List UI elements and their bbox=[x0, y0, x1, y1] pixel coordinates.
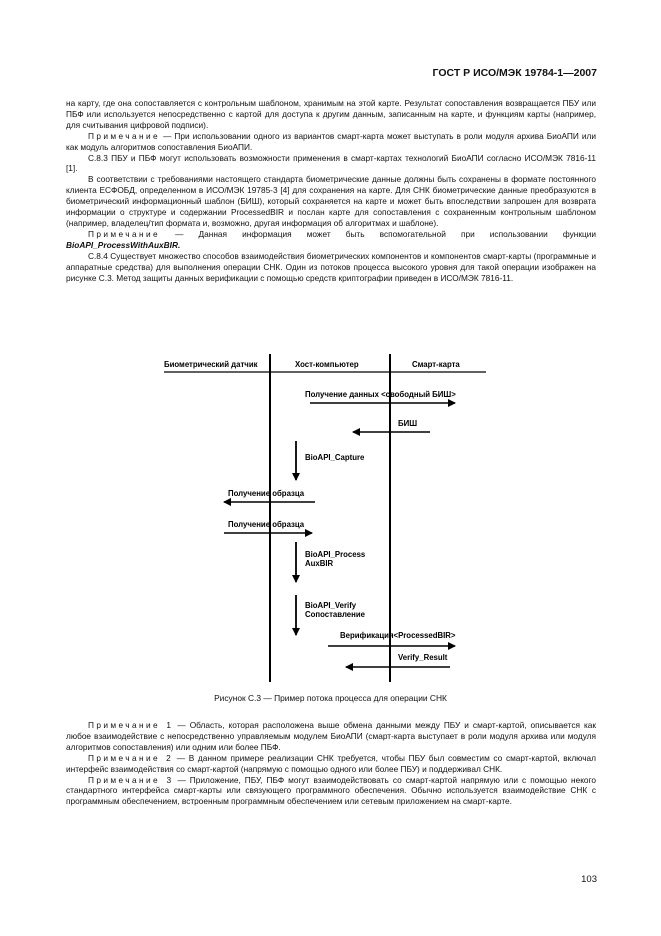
note-label: Примечание 2 bbox=[88, 752, 174, 763]
figure-caption: Рисунок С.3 — Пример потока процесса для операции СНК bbox=[214, 693, 447, 703]
note-paragraph bbox=[66, 775, 596, 808]
message-sample-return: Получение образца bbox=[228, 520, 305, 529]
note-paragraph bbox=[66, 753, 596, 775]
column-header-card: Смарт-карта bbox=[412, 360, 460, 369]
clause-c84: С.8.4 Существует множество способов взаимодействия биометрических компонентов и компонентов смарт-карты (программные и аппаратные средства) для выполнения операции СНК. Один из потоков процесса высокого уровня для такой операции изображен на рисунке С.3. Метод защиты данных верификации с помощью средств криптографии приведен в ИСО/МЭК 7816-11. bbox=[66, 250, 596, 283]
note-text: — В данном примере реализации СНК требуется, чтобы ПБУ был совместим со смарт-картой, включал интерфейс взаимодействия со смарт-картой (напрямую с помощью одного или более ПБУ) и поддерживал СНК. bbox=[66, 752, 596, 774]
note-label: Примечание bbox=[88, 228, 161, 239]
note-text: — Данная информация может быть вспомогательной при использовании функции bbox=[160, 228, 596, 239]
body-text-top bbox=[66, 98, 596, 283]
paragraph-continuation: на карту, где она сопоставляется с контрольным шаблоном, хранимым на этой карте. Результат сопоставления возвращается ПБУ или ПБФ или используется непосредственно с картой для доступа к другим данным, записанным на карте, и функциям карты (например, для считывания цифровой подписи). bbox=[66, 98, 596, 130]
message-verify: BioAPI_Verify bbox=[305, 601, 357, 610]
message-verification: Верификация<ProcessedBIR> bbox=[340, 631, 456, 640]
note-label: Примечание 3 bbox=[88, 774, 174, 785]
note-paragraph bbox=[66, 720, 596, 753]
body-text-notes bbox=[66, 720, 596, 807]
message-get-data: Получение данных <свободный БИШ> bbox=[305, 390, 456, 399]
message-verify-result: Verify_Result bbox=[398, 653, 448, 662]
message-process: BioAPI_Process bbox=[305, 550, 366, 559]
note-text: — При использовании одного из вариантов смарт-карта может выступать в роли модуля архива БиоАПИ или как модуль алгоритмов сопоставления БиоАПИ. bbox=[66, 130, 596, 152]
process-flow-diagram bbox=[150, 352, 500, 682]
function-name: BioAPI_ProcessWithAuxBIR. bbox=[66, 239, 181, 250]
message-sample-request: Получение образца bbox=[228, 489, 305, 498]
note-label: Примечание 1 bbox=[88, 720, 174, 730]
note-text: — Область, которая расположена выше обмена данными между ПБУ и смарт-картой, описывается как любое взаимодействие с непосредственно управляемым модулем БиоАПИ (смарт-карта выступает в роли модуля архива или модуля алгоритмов сопоставления) или одним или более ПБФ. bbox=[66, 720, 597, 752]
message-process-auxbir: AuxBIR bbox=[305, 559, 334, 568]
note-paragraph bbox=[66, 131, 596, 153]
clause-c83-details: В соответствии с требованиями настоящего стандарта биометрические данные должны быть сохранены в формате постоянного клиента ЕСФОБД, определенном в ИСО/МЭК 19785-3 [4] для сохранения на карте. Для СНК биометрические данные преобразуются в биометрический информационный шаблон (БИШ), который сохраняется на карте и может быть впоследствии запрошен для возврата информации о структуре и содержании ProcessedBIR и послан карте для сопоставления с сохраненным контрольным шаблоном (например, владелец/тип формата и, возможно, другая информация об алгоритмах и шаблоне). bbox=[66, 174, 596, 228]
message-bish: БИШ bbox=[398, 419, 418, 428]
note-text: — Приложение, ПБУ, ПБФ могут взаимодействовать со смарт-картой напрямую или с помощью некого стандартного интерфейса смарт-карты или связующего программного обеспечения. Обычно используется взаимодействие СНК с программным обеспечением, встроенным программным обеспечением или сетевым приложением на смарт-карте. bbox=[66, 774, 596, 807]
column-header-sensor: Биометрический датчик bbox=[164, 360, 258, 369]
message-capture: BioAPI_Capture bbox=[305, 453, 365, 462]
note-label: Примечание bbox=[88, 130, 161, 141]
column-header-host: Хост-компьютер bbox=[295, 360, 359, 369]
document-code-header: ГОСТ Р ИСО/МЭК 19784-1—2007 bbox=[432, 67, 597, 79]
note-paragraph bbox=[66, 229, 596, 251]
message-matching: Сопоставление bbox=[305, 610, 365, 619]
page-number: 103 bbox=[581, 874, 597, 885]
clause-c83: С.8.3 ПБУ и ПБФ могут использовать возможности применения в смарт-картах технологий БиоАПИ согласно ИСО/МЭК 7816-11 [1]. bbox=[66, 152, 596, 174]
